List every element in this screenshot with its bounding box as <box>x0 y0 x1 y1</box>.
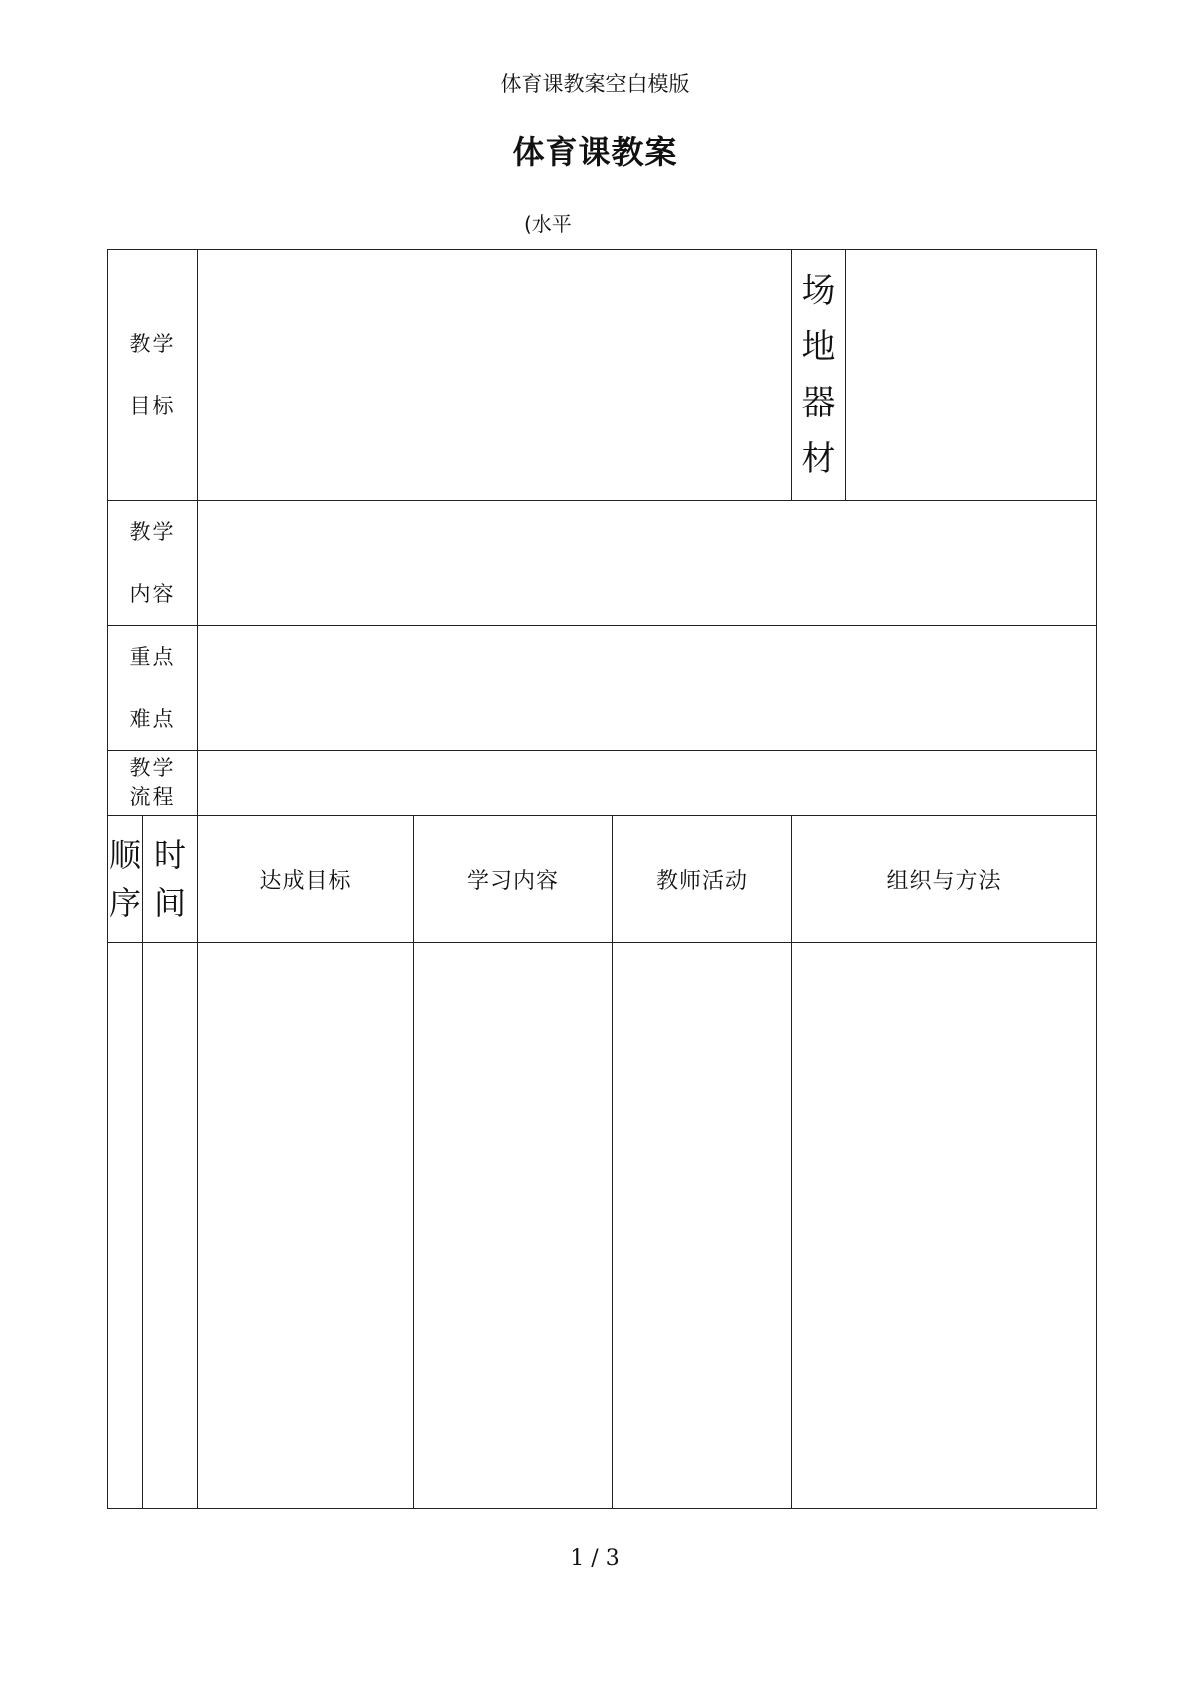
venue-equipment-label: 场 地 器 材 <box>792 250 846 501</box>
key-points-field[interactable] <box>198 626 1097 751</box>
process-label: 教学 流程 <box>108 751 198 816</box>
key-points-row <box>108 626 1097 751</box>
content-row <box>108 501 1097 626</box>
order-header: 顺 序 <box>108 816 143 943</box>
page-number: 1 / 3 <box>570 1546 620 1571</box>
body-row <box>108 943 1097 1509</box>
column-header-row <box>108 816 1097 943</box>
running-header: 体育课教案空白模版 <box>500 72 690 96</box>
venue-equipment-field[interactable] <box>846 250 1097 501</box>
organization-method-cell[interactable] <box>792 943 1097 1509</box>
objectives-row <box>108 250 1097 501</box>
process-field[interactable] <box>198 751 1097 816</box>
learning-content-cell[interactable] <box>414 943 613 1509</box>
key-points-label: 重点 难点 <box>108 626 198 751</box>
time-header: 时 间 <box>143 816 198 943</box>
process-row <box>108 751 1097 816</box>
header-teacher-activity: 教师活动 <box>613 816 792 943</box>
objectives-field[interactable] <box>198 250 792 501</box>
header-organization-method: 组织与方法 <box>792 816 1097 943</box>
content-label: 教学 内容 <box>108 501 198 626</box>
objectives-label: 教学 目标 <box>108 250 198 501</box>
time-cell[interactable] <box>143 943 198 1509</box>
content-field[interactable] <box>198 501 1097 626</box>
goals-cell[interactable] <box>198 943 414 1509</box>
teacher-activity-cell[interactable] <box>613 943 792 1509</box>
order-cell[interactable] <box>108 943 143 1509</box>
lesson-plan-table <box>107 249 1097 1509</box>
level-subtitle: (水平 <box>524 212 572 236</box>
header-goals: 达成目标 <box>198 816 414 943</box>
document-title: 体育课教案 <box>512 133 678 171</box>
header-learning-content: 学习内容 <box>414 816 613 943</box>
